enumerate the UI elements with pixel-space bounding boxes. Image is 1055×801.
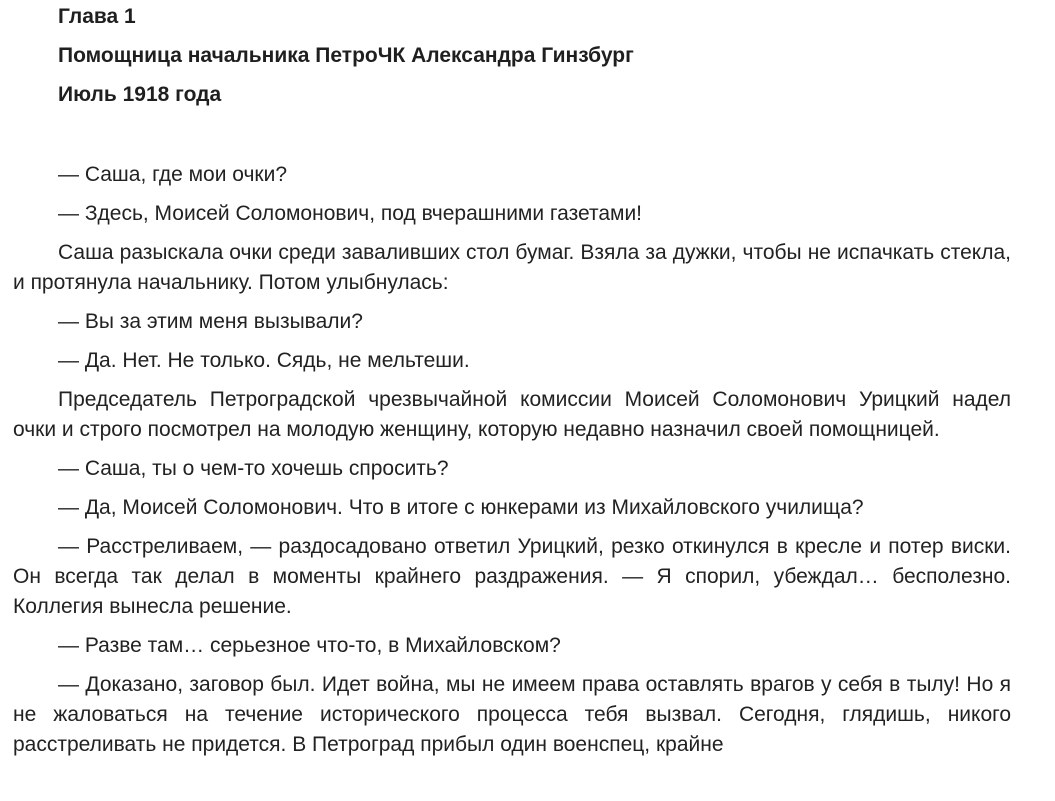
paragraph: Председатель Петроградской чрезвычайной комиссии Моисей Соломонович Урицкий надел очки и строго посмотрел на молодую женщину, которую недавно назначил своей помощницей. [13, 388, 1011, 441]
book-page [13, 4, 1011, 760]
paragraph: — Саша, где мои очки? [58, 163, 288, 186]
chapter-number: Глава 1 [58, 5, 136, 28]
paragraph: — Саша, ты о чем-то хочешь спросить? [58, 457, 449, 480]
chapter-title: Помощница начальника ПетроЧК Александра Гинзбург [58, 44, 634, 67]
paragraph: — Разве там… серьезное что-то, в Михайловском? [58, 634, 561, 657]
paragraph: — Доказано, заговор был. Идет война, мы не имеем права оставлять врагов у себя в тылу! Но я не жаловаться на течение исторического процесса тебя вызвал. Сегодня, глядишь, никого расстреливать не придется. В Петроград прибыл один военспец, крайне [13, 673, 1011, 756]
paragraph: — Да, Моисей Соломонович. Что в итоге с юнкерами из Михайловского училища? [58, 496, 864, 519]
chapter-date: Июль 1918 года [58, 83, 222, 106]
paragraph: — Вы за этим меня вызывали? [58, 310, 363, 333]
paragraph: Саша разыскала очки среди заваливших стол бумаг. Взяла за дужки, чтобы не испачкать стекла, и протянула начальнику. Потом улыбнулась: [13, 241, 1011, 294]
paragraph: — Здесь, Моисей Соломонович, под вчерашними газетами! [58, 202, 643, 225]
paragraph: — Расстреливаем, — раздосадовано ответил Урицкий, резко откинулся в кресле и потер виски. Он всегда так делал в моменты крайнего раздражения. — Я спорил, убеждал… бесполезно. Коллегия вынесла решение. [13, 535, 1011, 618]
paragraph: — Да. Нет. Не только. Сядь, не мельтеши. [58, 349, 470, 372]
